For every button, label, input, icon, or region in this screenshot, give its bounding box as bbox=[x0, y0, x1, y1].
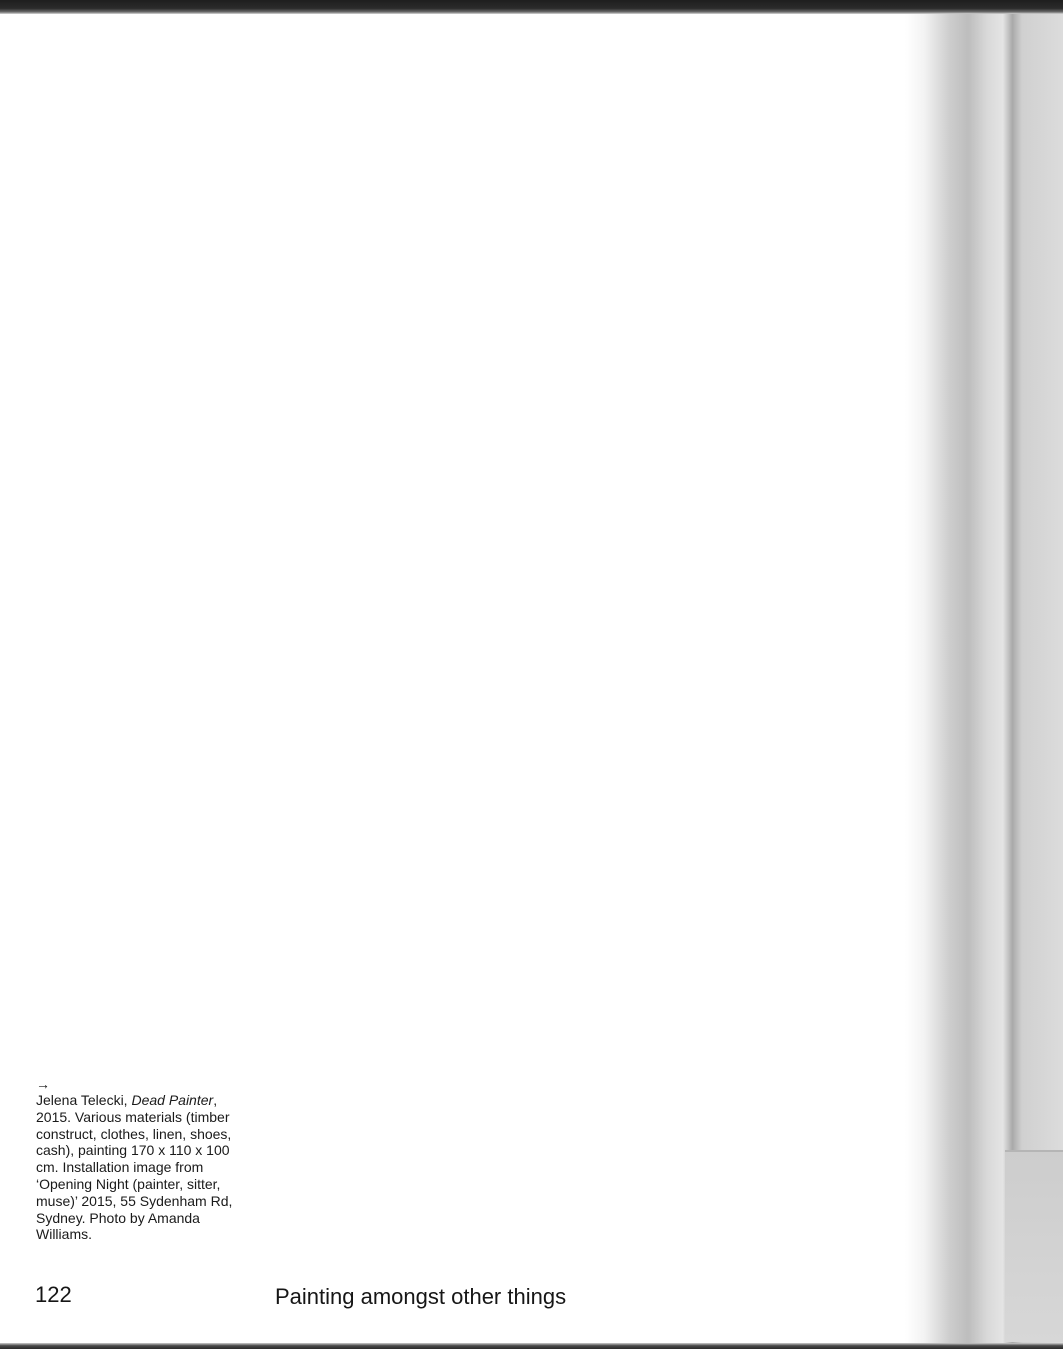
page-top-edge bbox=[0, 0, 1063, 14]
caption-work-title: Dead Painter bbox=[131, 1092, 214, 1108]
image-caption bbox=[36, 1076, 251, 1243]
book-gutter-shadow bbox=[905, 14, 1063, 1343]
caption-details: , 2015. Various materials (timber construct, clothes, linen, shoes, cash), painting 170 x 110 x 100 cm. Installation image from ‘Opening Night (painter, sitter, muse)’ 2015, 55 Sydenham Rd, Sydney. Photo by Amanda Williams. bbox=[36, 1092, 233, 1243]
caption-text bbox=[36, 1092, 251, 1243]
running-title: Painting amongst other things bbox=[275, 1284, 567, 1309]
arrow-right-icon: → bbox=[36, 1076, 50, 1092]
caption-author: Jelena Telecki, bbox=[36, 1092, 132, 1108]
book-gutter-band bbox=[1005, 1150, 1063, 1342]
page-bottom-edge bbox=[0, 1343, 1063, 1349]
page-number: 122 bbox=[35, 1282, 72, 1307]
